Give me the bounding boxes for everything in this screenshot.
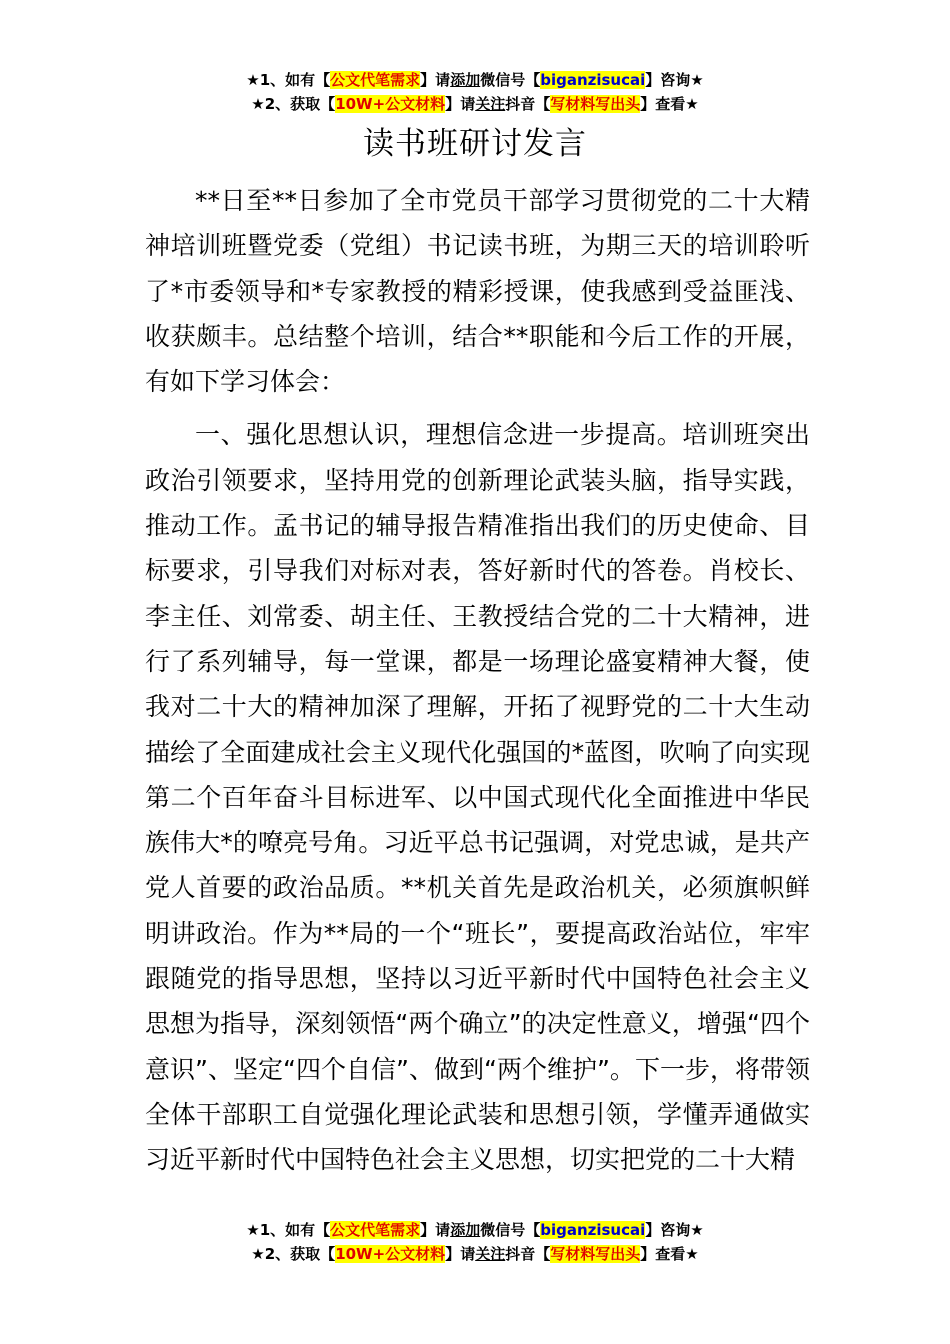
document-body	[145, 178, 810, 1183]
star-icon: ★	[246, 1221, 260, 1239]
document-title: 读书班研讨发言	[363, 126, 587, 162]
star-icon: ★	[251, 1245, 265, 1263]
underlined-add: 添加	[450, 1221, 481, 1239]
paragraph-intro: **日至**日参加了全市党员干部学习贯彻党的二十大精神培训班暨党委（党组）书记读书班，为期三天的培训聆听了*市委领导和*专家教授的精彩授课，使我感到受益匪浅、收获颇丰。总结整个培训，结合**职能和今后工作的开展，有如下学习体会：	[145, 186, 810, 397]
banner-line-1	[0, 1218, 950, 1242]
banner-text: 1、如有【	[259, 71, 331, 89]
banner-text: 】请	[445, 95, 476, 113]
banner-text: 2、获取【	[264, 1245, 336, 1263]
banner-line-2	[0, 92, 950, 116]
paragraph-section-1: 一、强化思想认识，理想信念进一步提高。培训班突出政治引领要求，坚持用党的创新理论武装头脑，指导实践，推动工作。孟书记的辅导报告精准指出我们的历史使命、目标要求，引导我们对标对表，答好新时代的答卷。肖校长、李主任、刘常委、胡主任、王教授结合党的二十大精神，进行了系列辅导，每一堂课，都是一场理论盛宴精神大餐，使我对二十大的精神加深了理解，开拓了视野党的二十大生动描绘了全面建成社会主义现代化强国的*蓝图，吹响了向实现第二个百年奋斗目标进军、以中国式现代化全面推进中华民族伟大*的嘹亮号角。习近平总书记强调，对党忠诚，是共产党人首要的政治品质。**机关首先是政治机关，必须旗帜鲜明讲政治。作为**局的一个“班长”，要提高政治站位，牢牢跟随党的指导思想，坚持以习近平新时代中国特色社会主义思想为指导，深刻领悟“两个确立”的决定性意义，增强“四个意识”、坚定“四个自信”、做到“两个维护”。下一步，将带领全体干部职工自觉强化理论武装和思想引领，学懂弄通做实习近平新时代中国特色社会主义思想，切实把党的二十大精	[145, 420, 810, 1175]
star-icon: ★	[246, 71, 260, 89]
highlight-douyin-account: 写材料写出头	[550, 1245, 641, 1263]
banner-text: 】查看★	[640, 95, 699, 113]
banner-text: 】咨询★	[645, 1221, 704, 1239]
highlight-writing-service: 公文代笔需求	[330, 1221, 421, 1239]
banner-text: 】请	[420, 1221, 451, 1239]
underlined-follow: 关注	[475, 1245, 506, 1263]
highlight-wechat-id: biganzisucai	[540, 1221, 646, 1239]
star-icon: ★	[251, 95, 265, 113]
highlight-douyin-account: 写材料写出头	[550, 95, 641, 113]
banner-text: 】请	[420, 71, 451, 89]
banner-text: 2、获取【	[264, 95, 336, 113]
banner-line-1	[0, 68, 950, 92]
banner-text: 】请	[445, 1245, 476, 1263]
banner-text: 】查看★	[640, 1245, 699, 1263]
banner-text: 抖音【	[505, 1245, 551, 1263]
banner-text: 微信号【	[480, 1221, 541, 1239]
header-banner	[0, 68, 950, 116]
banner-line-2	[0, 1242, 950, 1266]
highlight-materials: 10W+公文材料	[335, 95, 446, 113]
footer-banner	[0, 1218, 950, 1266]
banner-text: 】咨询★	[645, 71, 704, 89]
banner-text: 微信号【	[480, 71, 541, 89]
banner-text: 1、如有【	[259, 1221, 331, 1239]
highlight-wechat-id: biganzisucai	[540, 71, 646, 89]
highlight-writing-service: 公文代笔需求	[330, 71, 421, 89]
underlined-add: 添加	[450, 71, 481, 89]
banner-text: 抖音【	[505, 95, 551, 113]
underlined-follow: 关注	[475, 95, 506, 113]
highlight-materials: 10W+公文材料	[335, 1245, 446, 1263]
